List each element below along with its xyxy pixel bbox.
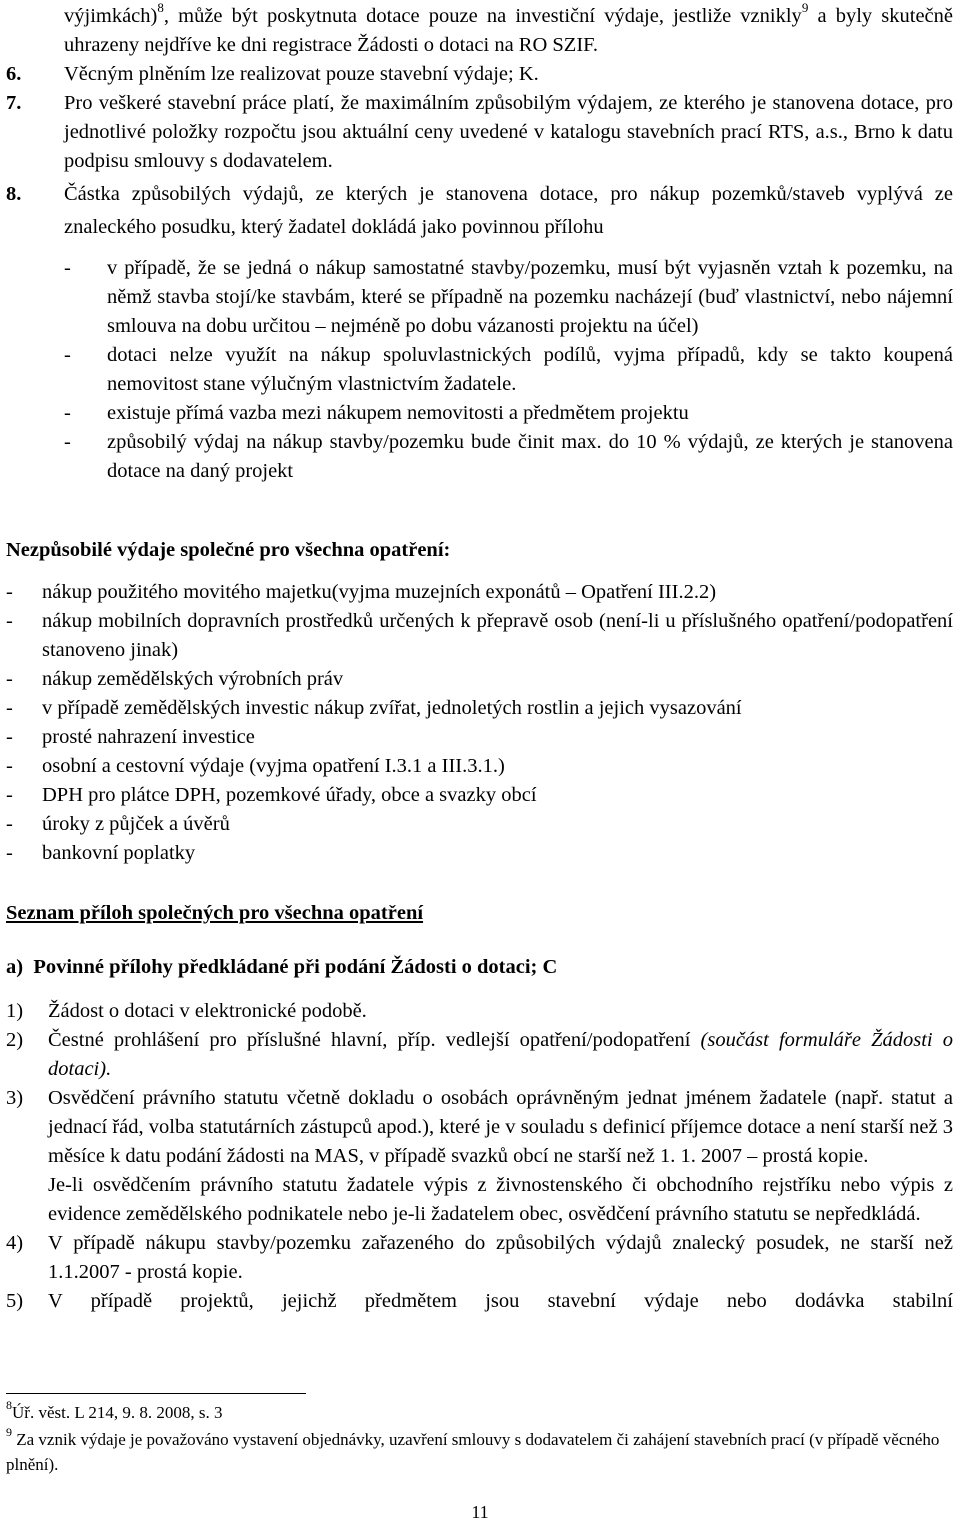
list-item-text: úroky z půjček a úvěrů [42, 813, 230, 835]
list-item-text: v případě zemědělských investic nákup zvířat, jednoletých rostlin a jejich vysazování [42, 697, 742, 719]
list-item [0, 399, 960, 428]
footnote-ref-9[interactable]: 9 [801, 0, 809, 16]
attachments-subheading: a) Povinné přílohy předkládané při podání Žádosti o dotaci; C [6, 956, 558, 978]
list-number: 7. [6, 92, 22, 114]
footnote-mark: 8 [6, 1398, 12, 1413]
dash-bullet: - [64, 431, 71, 453]
list-number: 5) [6, 1290, 24, 1312]
footnote-text: Úř. věst. L 214, 9. 8. 2008, s. 3 [12, 1403, 223, 1422]
list-item-text: V případě projektů, jejichž předmětem jsou stavební výdaje nebo dodávka stabilní [48, 1290, 953, 1312]
list-item-text: Žádost o dotaci v elektronické podobě. [48, 1000, 367, 1022]
list-item-text: Čestné prohlášení pro příslušné hlavní, příp. vedlejší opatření/podopatření [48, 1029, 701, 1051]
list-item-text: v případě, že se jedná o nákup samostatné stavby/pozemku, musí být vyjasněn vztah k pozemku, na němž stavba stojí/ke stavbám, které se případně na pozemku nacházejí (buď vlastnictví, nebo nájemní smlouva na dobu určitou – nejméně po dobu vázanosti projektu na účel) [107, 257, 953, 337]
list-item [0, 341, 960, 399]
list-item [0, 1026, 960, 1084]
list-item [0, 665, 960, 694]
dash-bullet: - [64, 257, 71, 279]
list-item-text: Osvědčení právního statutu včetně dokladu o osobách oprávněným jednat jménem žadatele (např. statut a jednací řád, volba statutárních zástupců apod.), které je v souladu s definicí příjemce dotace a není starší než 3 měsíce k datu podání žádosti na MAS, v případě svazků obcí ne starší než 1. 1. 2007 – prostá kopie. [48, 1087, 953, 1167]
dash-bullet: - [6, 813, 13, 835]
list-item [0, 810, 960, 839]
continuation-text-b: , může být poskytnuta dotace pouze na investiční výdaje, jestliže vznikly [163, 5, 802, 27]
list-item [0, 694, 960, 723]
dash-bullet: - [64, 402, 71, 424]
list-item [0, 254, 960, 341]
list-number: 8. [6, 183, 22, 205]
list-item [0, 997, 960, 1026]
footnote-9 [6, 1427, 948, 1477]
list-item-continuation [0, 2, 960, 60]
page-number: 11 [471, 1502, 489, 1522]
list-item [0, 578, 960, 607]
list-item-text: prosté nahrazení investice [42, 726, 255, 748]
list-item-6 [0, 60, 960, 89]
list-item-text: nákup zemědělských výrobních práv [42, 668, 344, 690]
list-item [0, 1229, 960, 1287]
list-number: 2) [6, 1029, 24, 1051]
list-item [0, 723, 960, 752]
list-item-8 [0, 178, 960, 244]
list-item-text: Částka způsobilých výdajů, ze kterých je stanovena dotace, pro nákup pozemků/staveb vyplývá ze znaleckého posudku, který žadatel dokládá jako povinnou přílohu [64, 183, 953, 238]
dash-bullet: - [6, 668, 13, 690]
footnote-mark: 9 [6, 1425, 12, 1440]
list-item-italic-note: (součást formuláře Žádosti o dotaci). [48, 1029, 953, 1080]
list-item [0, 607, 960, 665]
list-number: 4) [6, 1232, 24, 1254]
list-number: 1) [6, 1000, 24, 1022]
dash-bullet: - [6, 581, 13, 603]
list-item-extra-paragraph: Je-li osvědčením právního statutu žadatele výpis z živnostenského či obchodního rejstříku nebo výpis z evidence zemědělského podnikatele nebo je-li žadatelem obec, osvědčení právního statutu se nepředkládá. [48, 1174, 953, 1225]
footnote-ref-8[interactable]: 8 [157, 0, 164, 16]
list-item-text: existuje přímá vazba mezi nákupem nemovitosti a předmětem projektu [107, 402, 689, 424]
list-item [0, 1084, 960, 1229]
attachments-list [0, 997, 960, 1316]
dash-bullet: - [6, 610, 13, 632]
dash-bullet: - [6, 842, 13, 864]
list-item [0, 1287, 960, 1316]
list-item-text: dotaci nelze využít na nákup spoluvlastnických podílů, vyjma případů, kdy se takto koupená nemovitost stane výlučným vlastnictvím žadatele. [107, 344, 953, 395]
list-number: 6. [6, 63, 22, 85]
dash-bullet: - [6, 784, 13, 806]
footnote-separator [6, 1393, 306, 1394]
list-item [0, 781, 960, 810]
list-number: 3) [6, 1087, 24, 1109]
footnote-8 [6, 1400, 948, 1425]
list-item [0, 839, 960, 868]
list-item-7 [0, 89, 960, 176]
list-item-text: bankovní poplatky [42, 842, 196, 864]
list-item [0, 752, 960, 781]
dash-bullet: - [6, 726, 13, 748]
footnote-text: Za vznik výdaje je považováno vystavení objednávky, uzavření smlouvy s dodavatelem či zahájení stavebních prací (v případě věcného plnění). [6, 1430, 940, 1474]
continuation-text-a: výjimkách) [64, 5, 158, 27]
list-item-text: nákup mobilních dopravních prostředků určených k přepravě osob (není-li u příslušného opatření/podopatření stanoveno jinak) [42, 610, 953, 661]
list-item-text: osobní a cestovní výdaje (vyjma opatření I.3.1 a III.3.1.) [42, 755, 505, 777]
sublist-item-8 [0, 254, 960, 486]
list-item-text: způsobilý výdaj na nákup stavby/pozemku bude činit max. do 10 % výdajů, ze kterých je stanovena dotace na daný projekt [107, 431, 953, 482]
dash-bullet: - [6, 697, 13, 719]
ineligible-list [0, 578, 960, 868]
dash-bullet: - [64, 344, 71, 366]
attachments-heading: Seznam příloh společných pro všechna opatření [6, 902, 424, 924]
list-item-text: nákup použitého movitého majetku(vyjma muzejních exponátů – Opatření III.2.2) [42, 581, 717, 603]
dash-bullet: - [6, 755, 13, 777]
list-item-text: V případě nákupu stavby/pozemku zařazeného do způsobilých výdajů znalecký posudek, ne starší než 1.1.2007 - prostá kopie. [48, 1232, 953, 1283]
list-item-text: Věcným plněním lze realizovat pouze stavební výdaje; K. [64, 63, 539, 85]
list-item-text: Pro veškeré stavební práce platí, že maximálním způsobilým výdajem, ze kterého je stanovena dotace, pro jednotlivé položky rozpočtu jsou aktuální ceny uvedené v katalogu stavebních prací RTS, a.s., Brno k datu podpisu smlouvy s dodavatelem. [64, 92, 953, 172]
list-item [0, 428, 960, 486]
continuation-text-c: a byly skutečně uhrazeny nejdříve ke dni registrace Žádosti o dotaci na RO SZIF. [64, 5, 954, 56]
ineligible-heading: Nezpůsobilé výdaje společné pro všechna opatření: [6, 539, 451, 561]
list-item-text: DPH pro plátce DPH, pozemkové úřady, obce a svazky obcí [42, 784, 537, 806]
